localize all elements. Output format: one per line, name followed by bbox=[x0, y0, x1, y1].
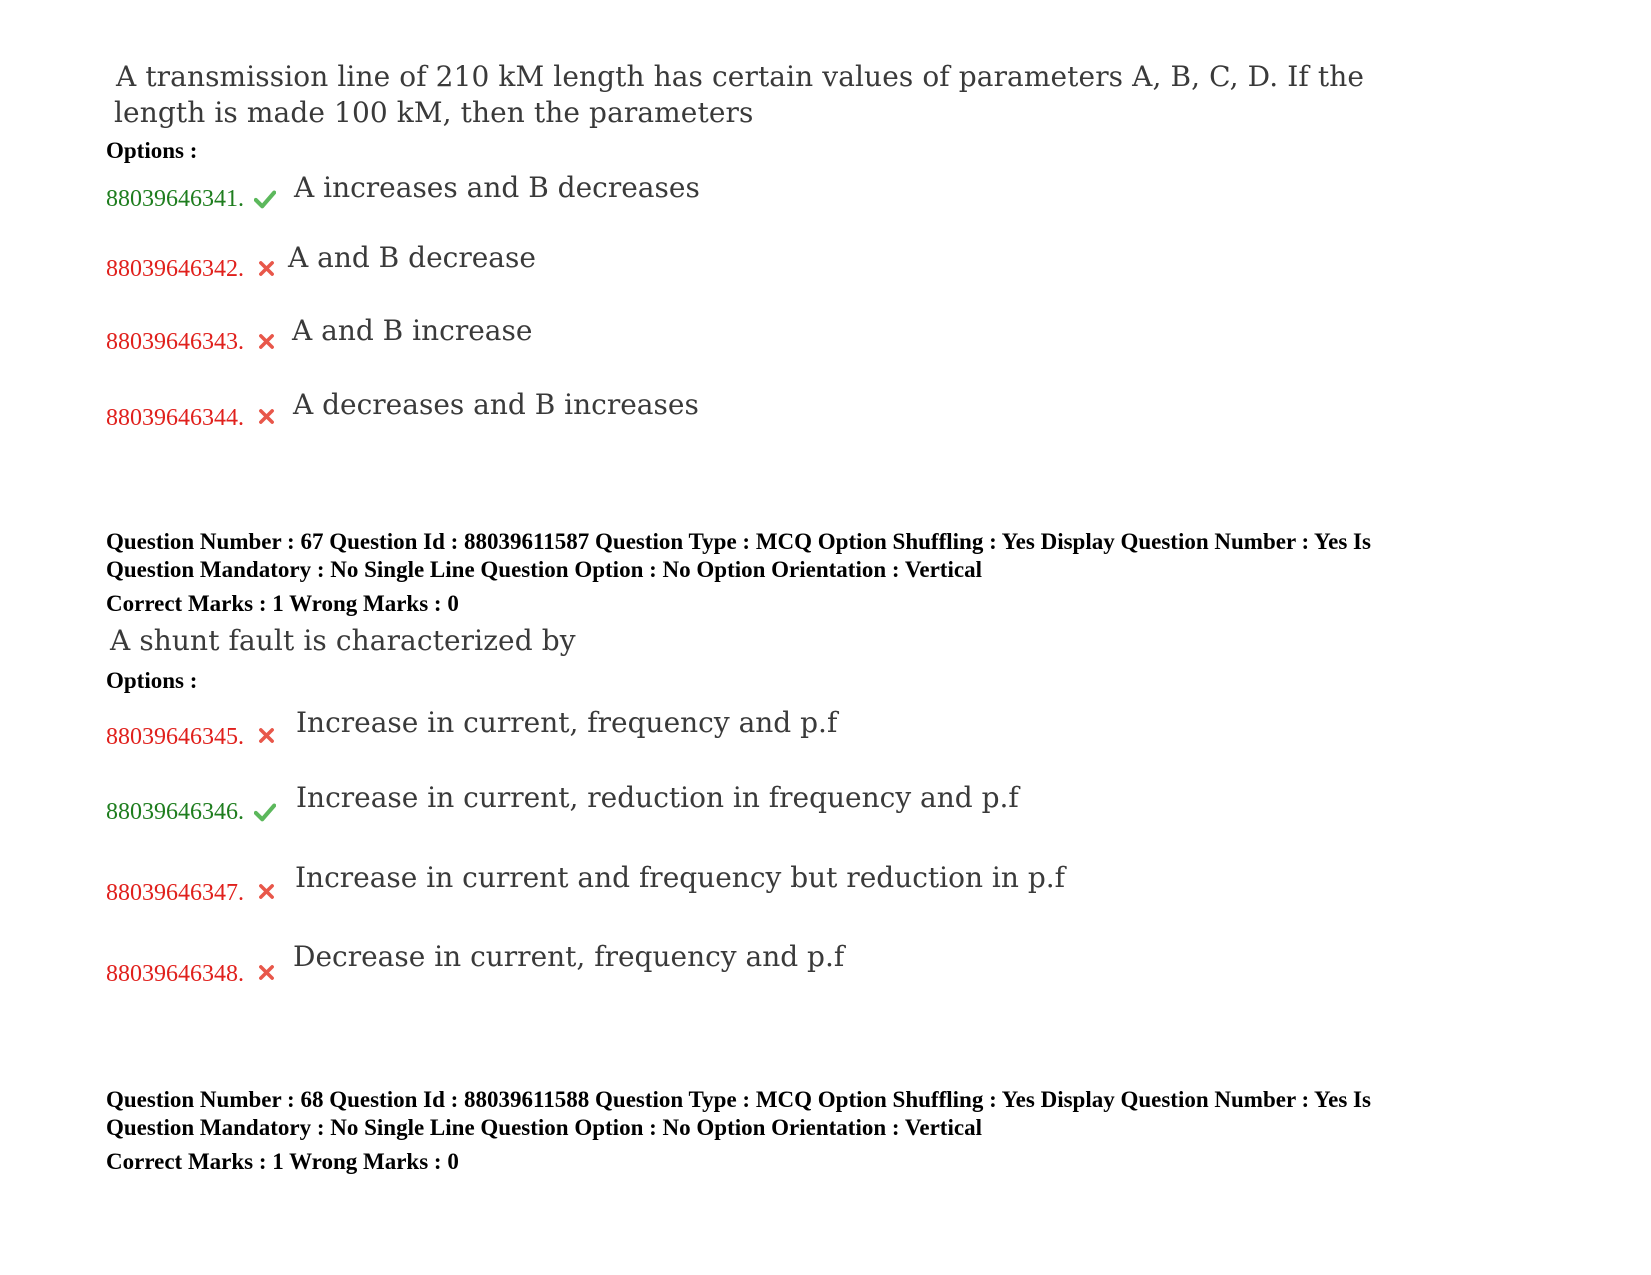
question-meta-line-2: Question Mandatory : No Single Line Question Option : No Option Orientation : Vertical bbox=[106, 557, 982, 582]
option-text: Increase in current, reduction in frequency and p.f bbox=[296, 781, 1019, 814]
options-label: Options : bbox=[106, 138, 198, 163]
option-text: A and B decrease bbox=[288, 241, 536, 274]
cross-icon bbox=[258, 964, 275, 981]
option-id: 88039646344. bbox=[106, 405, 244, 431]
question-marks: Correct Marks : 1 Wrong Marks : 0 bbox=[106, 1149, 459, 1174]
option-text: Decrease in current, frequency and p.f bbox=[293, 940, 845, 973]
option-id: 88039646345. bbox=[106, 724, 244, 750]
question-meta-line-1: Question Number : 68 Question Id : 88039611588 Question Type : MCQ Option Shuffling : Yes Display Question Number : Yes Is bbox=[106, 1087, 1371, 1112]
question-meta-line-2: Question Mandatory : No Single Line Question Option : No Option Orientation : Vertical bbox=[106, 1115, 982, 1140]
check-icon bbox=[254, 801, 276, 823]
question-text-line-2: length is made 100 kM, then the parameters bbox=[114, 96, 754, 129]
option-id: 88039646346. bbox=[106, 799, 244, 825]
cross-icon bbox=[258, 260, 275, 277]
option-text: A increases and B decreases bbox=[294, 171, 700, 204]
option-id: 88039646347. bbox=[106, 880, 244, 906]
question-text-line-1: A transmission line of 210 kM length has certain values of parameters A, B, C, D. If the bbox=[116, 60, 1365, 93]
cross-icon bbox=[258, 333, 275, 350]
option-id: 88039646341. bbox=[106, 186, 244, 212]
check-icon bbox=[254, 188, 276, 210]
option-text: A decreases and B increases bbox=[293, 388, 699, 421]
question-text: A shunt fault is characterized by bbox=[110, 624, 576, 657]
option-text: Increase in current, frequency and p.f bbox=[296, 706, 838, 739]
option-id: 88039646343. bbox=[106, 329, 244, 355]
option-id: 88039646342. bbox=[106, 256, 244, 282]
options-label: Options : bbox=[106, 668, 198, 693]
cross-icon bbox=[258, 727, 275, 744]
cross-icon bbox=[258, 883, 275, 900]
question-marks: Correct Marks : 1 Wrong Marks : 0 bbox=[106, 591, 459, 616]
cross-icon bbox=[258, 408, 275, 425]
question-meta-line-1: Question Number : 67 Question Id : 88039611587 Question Type : MCQ Option Shuffling : Yes Display Question Number : Yes Is bbox=[106, 529, 1371, 554]
option-id: 88039646348. bbox=[106, 961, 244, 987]
option-text: A and B increase bbox=[292, 314, 533, 347]
option-text: Increase in current and frequency but reduction in p.f bbox=[295, 861, 1065, 894]
